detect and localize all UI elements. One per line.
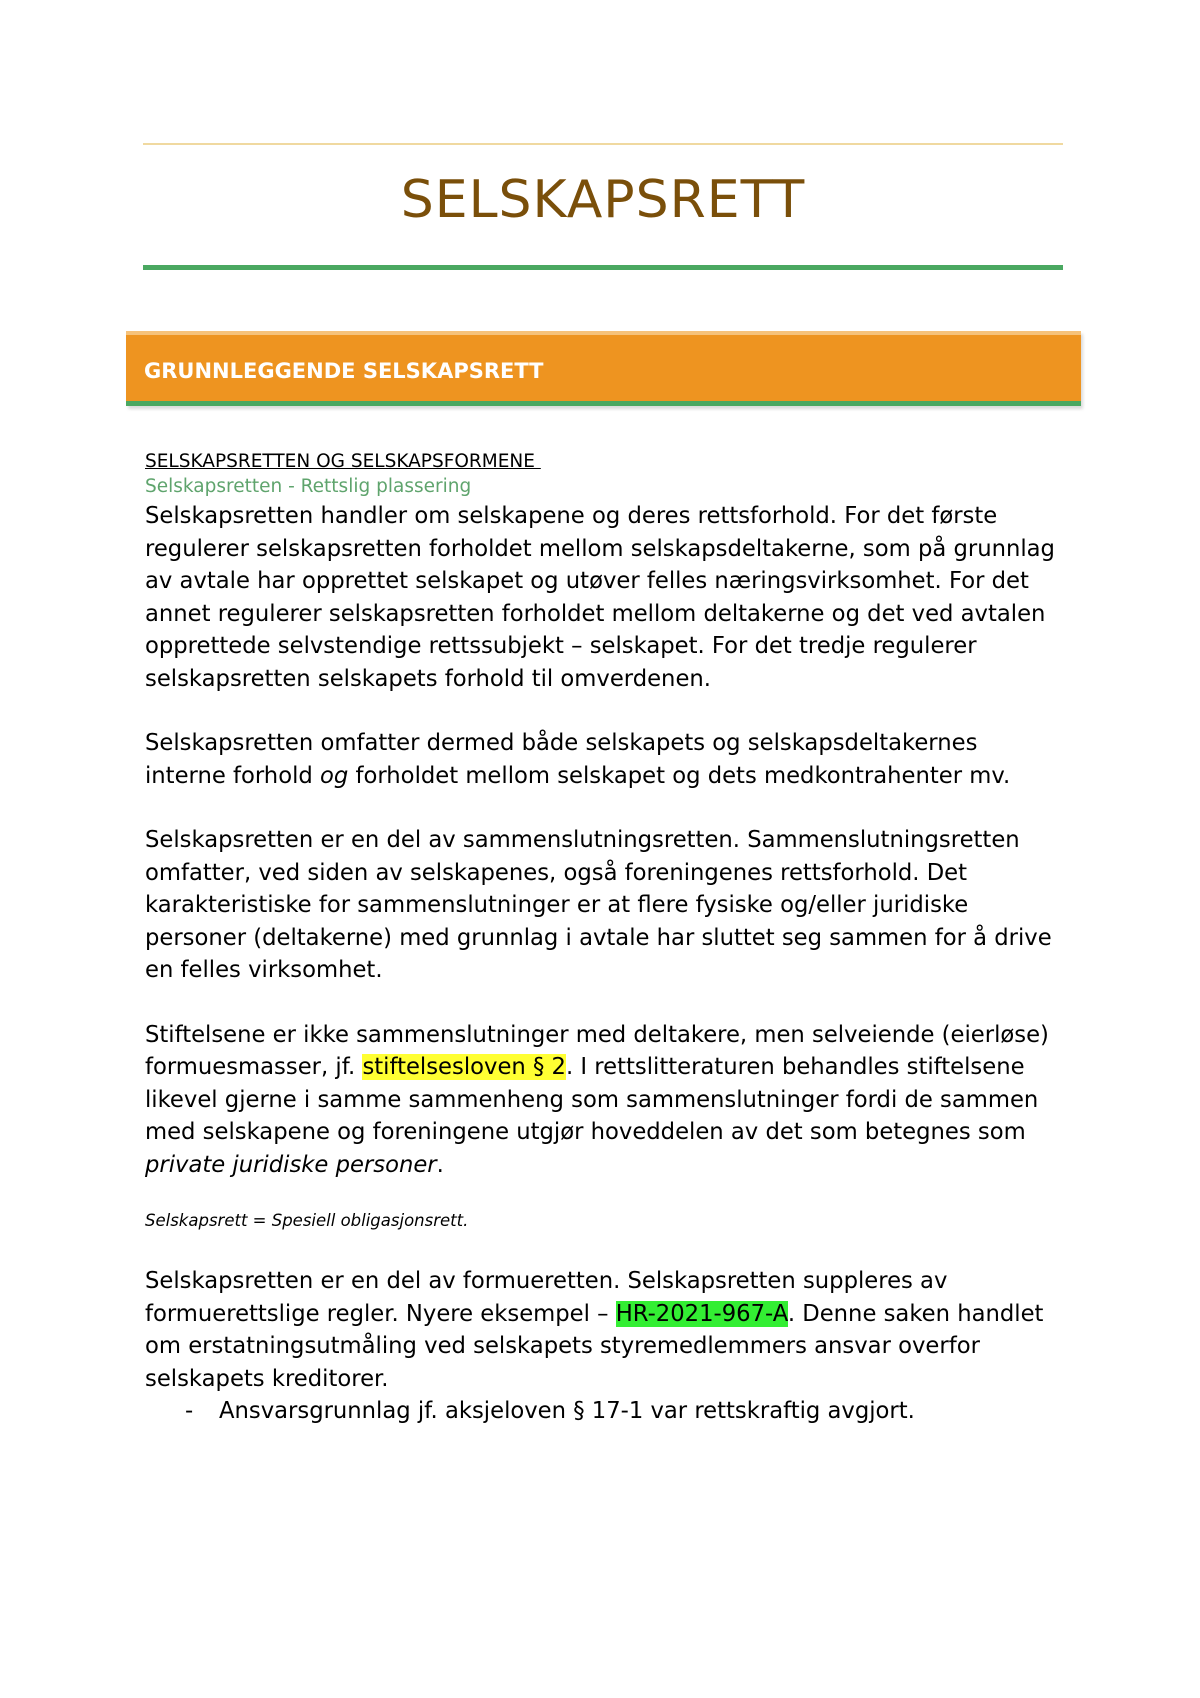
paragraph-3: Selskapsretten er en del av sammenslutningsretten. Sammenslutningsretten omfatter, ved siden av selskapenes, også foreningenes rettsforhold. Det karakteristiske for sammenslutninger er at flere fysiske og/eller juridiske personer (deltakerne) med grunnlag i avtale har sluttet seg sammen for å drive en felles virksomhet. (145, 827, 1052, 983)
paragraph-1: Selskapsretten handler om selskapene og deres rettsforhold. For det første regulerer selskapsretten forholdet mellom selskapsdeltakerne, som på grunnlag av avtale har opprettet selskapet og utøver felles næringsvirksomhet. For det annet regulerer selskapsretten forholdet mellom deltakerne og det ved avtalen opprettede selvstendige rettssubjekt – selskapet. For det tredje regulerer selskapsretten selskapets forhold til omverdenen. (145, 503, 1055, 692)
paragraph-5: Selskapsretten er en del av formueretten. Selskapsretten suppleres av formuerettslige regler. Nyere eksempel – HR-2021-967-A. Denne saken handlet om erstatningsutmåling ved selskapets styremedlemmers ansvar overfor selskapets kreditorer. (145, 1268, 1044, 1392)
bullet-text: Ansvarsgrunnlag jf. aksjeloven § 17-1 var rettskraftig avgjort. (219, 1398, 915, 1424)
heading-level-1: SELSKAPSRETTEN OG SELSKAPSFORMENE (145, 451, 541, 472)
highlight-case-reference: HR-2021-967-A (615, 1300, 788, 1327)
emphasis-private-juridiske-personer: private juridiske personer (145, 1151, 437, 1178)
paragraph-2: Selskapsretten omfatter dermed både selskapets og selskapsdeltakernes interne forhold og forholdet mellom selskapet og dets medkontrahenter mv. (145, 730, 1011, 789)
highlight-stiftelsesloven: stiftelsesloven § 2 (362, 1054, 566, 1080)
list-item (145, 1395, 1065, 1428)
heading-level-2: Selskapsretten - Rettslig plassering (145, 476, 472, 497)
emphasis-og: og (320, 762, 349, 789)
document-title: SELSKAPSRETT (400, 170, 806, 230)
section-banner (126, 331, 1081, 406)
paragraph-4: Stiftelsene er ikke sammenslutninger med deltakere, men selveiende (eierløse) formuesmasser, jf. stiftelsesloven § 2. I rettslitteraturen behandles stiftelsene likevel gjerne i samme sammenheng som sammenslutninger fordi de sammen med selskapene og foreningene utgjør hoveddelen av det som betegnes som private juridiske personer. (145, 1021, 1049, 1178)
title-underline (143, 265, 1063, 270)
top-rule (143, 143, 1063, 145)
italic-note: Selskapsrett = Spesiell obligasjonsrett. (145, 1211, 469, 1230)
bullet-dash: - (185, 1398, 194, 1424)
document-body (145, 450, 1065, 1428)
section-banner-title: GRUNNLEGGENDE SELSKAPSRETT (144, 359, 544, 383)
